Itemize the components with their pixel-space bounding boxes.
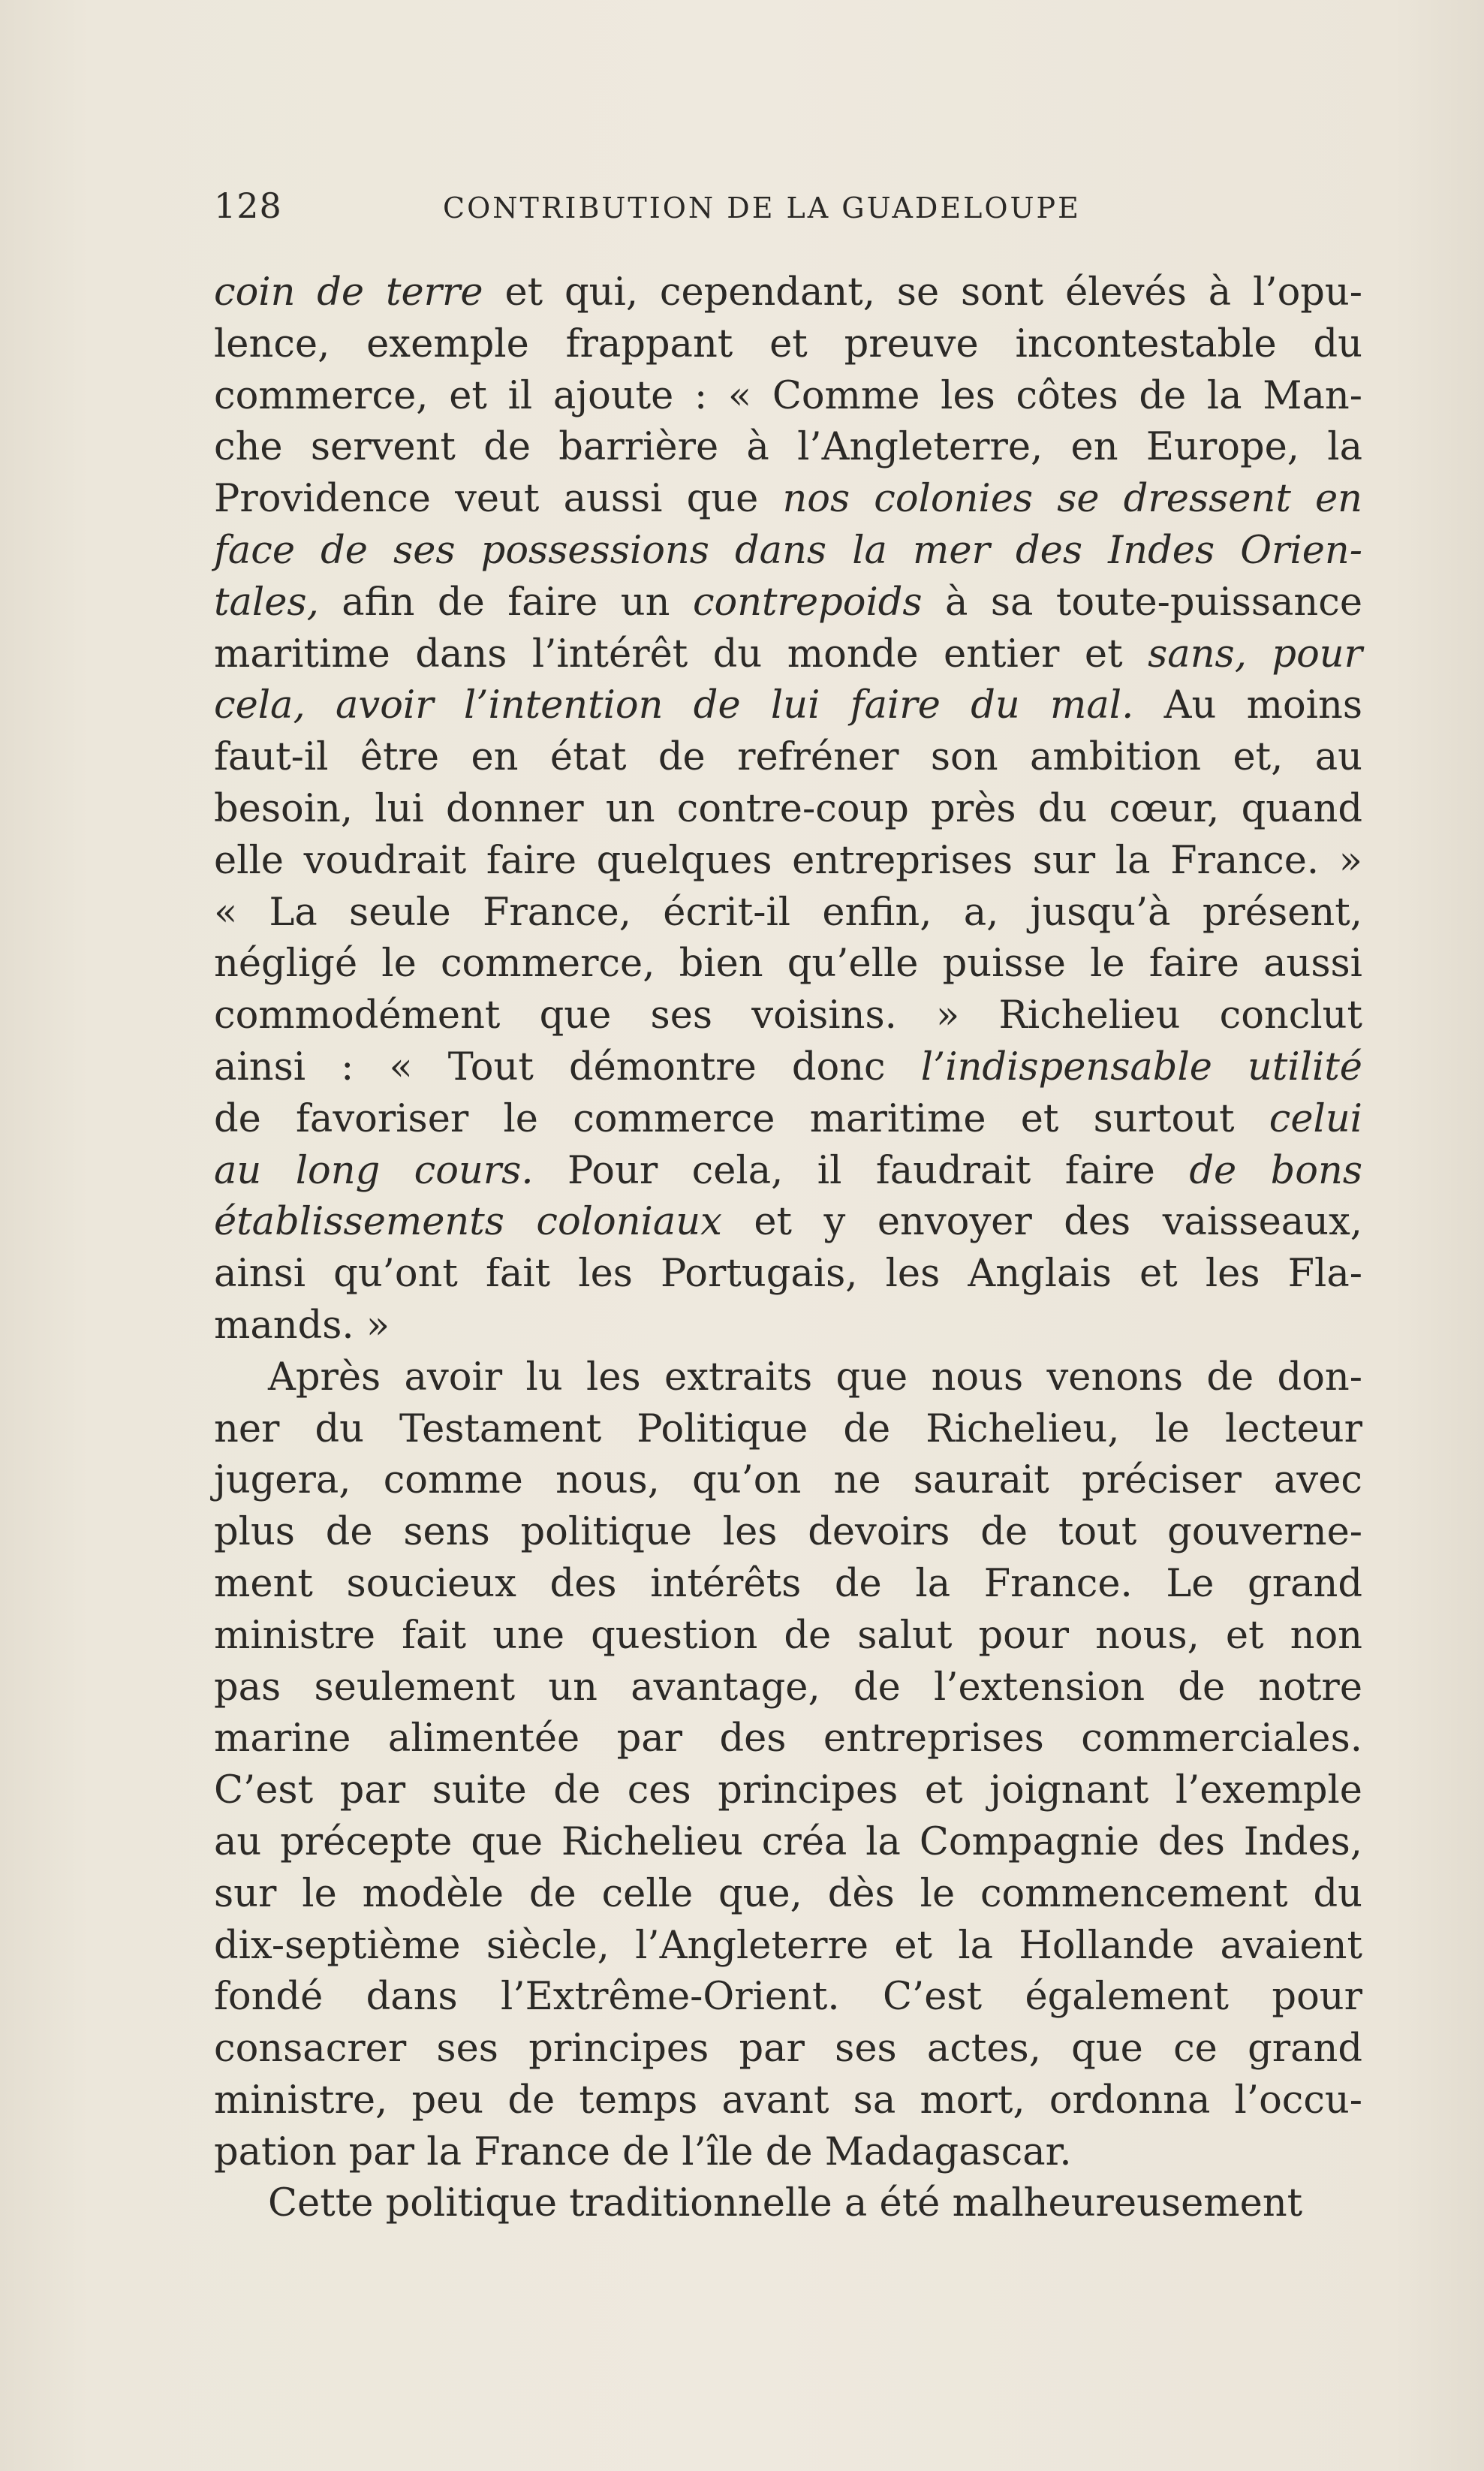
text-run: « La seule France, écrit-il enfin, a, jusqu’à présent, [214,890,1362,935]
text-line [214,1611,1362,1662]
running-title: CONTRIBUTION DE LA GUADELOUPE [443,191,1081,224]
text-line [214,1972,1362,2024]
text-run: au précepte que Richelieu créa la Compagnie des Indes, [214,1819,1362,1864]
text-line [214,1042,1362,1094]
text-line [214,1094,1362,1146]
text-line [214,422,1362,474]
text-run: consacrer ses principes par ses actes, que ce grand [214,2027,1362,2072]
text-line [214,1817,1362,1869]
text-run: Providence veut aussi que [214,477,783,522]
text-run: jugera, comme nous, qu’on ne saurait préciser avec [214,1458,1362,1503]
text-run: Au moins [1133,683,1362,728]
text-run: pas seulement un avantage, de l’extension de notre [214,1665,1362,1710]
text-run: de favoriser le commerce maritime et surtout [214,1096,1269,1141]
text-run: ner du Testament Politique de Richelieu, le lecteur [214,1406,1362,1451]
text-line [214,1197,1362,1249]
text-line [214,1662,1362,1714]
text-run: C’est par suite de ces principes et joignant l’exemple [214,1768,1362,1813]
text-run: plus de sens politique les devoirs de tout gouverne- [214,1510,1362,1555]
text-run: maritime dans l’intérêt du monde entier et [214,631,1148,677]
text-line [214,1559,1362,1611]
text-line [214,1300,1362,1352]
italic-text-run: cela, avoir l’intention de lui faire du mal. [214,683,1134,728]
text-run: besoin, lui donner un contre-coup près du cœur, quand [214,786,1362,831]
text-line [214,1455,1362,1507]
text-run: pation par la France de l’île de Madagascar. [214,2129,1072,2174]
italic-text-run: coin de terre [214,270,483,315]
text-run: fondé dans l’Extrême-Orient. C’est également pour [214,1975,1362,2020]
text-line [214,887,1362,939]
text-line [214,371,1362,423]
italic-text-run: l’indispensable utilité [920,1044,1362,1089]
page-number: 128 [214,185,282,226]
text-run: à sa toute-puissance [922,580,1362,625]
text-line [214,319,1362,371]
text-line [214,1404,1362,1456]
text-line [214,267,1362,319]
italic-text-run: de bons [1189,1148,1362,1193]
text-run: marine alimentée par des entreprises commerciales. [214,1716,1362,1761]
text-run: Cette politique traditionnelle a été malheureusement [268,2181,1303,2226]
text-line [214,629,1362,681]
text-line [214,1713,1362,1765]
text-run: et y envoyer des vaisseaux, [721,1200,1362,1245]
text-run: afin de faire un [318,580,693,625]
body-text [214,267,1362,2230]
text-line [214,2127,1362,2179]
text-line [214,1249,1362,1300]
text-line [214,1869,1362,1921]
text-run: lence, exemple frappant et preuve incontestable du [214,321,1362,366]
text-run: commodément que ses voisins. » Richelieu conclut [214,993,1362,1038]
text-line [214,1765,1362,1817]
text-line [214,474,1362,526]
text-line [214,1507,1362,1559]
text-run: mands. » [214,1303,390,1348]
text-run: ministre, peu de temps avant sa mort, ordonna l’occu- [214,2078,1362,2123]
text-run: Après avoir lu les extraits que nous venons de don- [268,1355,1362,1400]
text-line [214,939,1362,990]
italic-text-run: au long cours. [214,1148,534,1193]
text-run: che servent de barrière à l’Angleterre, en Europe, la [214,425,1362,470]
italic-text-run: celui [1269,1096,1362,1141]
text-line [214,2075,1362,2127]
text-run: négligé le commerce, bien qu’elle puisse le faire aussi [214,942,1362,987]
text-line [214,1921,1362,1972]
text-line [214,732,1362,784]
text-line [214,577,1362,629]
running-head [214,185,1362,231]
text-line [214,784,1362,836]
text-run: dix-septième siècle, l’Angleterre et la Hollande avaient [214,1923,1362,1968]
text-run: ainsi : « Tout démontre donc [214,1044,921,1089]
text-line [214,1352,1362,1404]
text-line [214,526,1362,577]
text-run: ment soucieux des intérêts de la France. Le grand [214,1561,1362,1606]
text-run: faut-il être en état de refréner son ambition et, au [214,735,1362,780]
text-line [214,2178,1362,2230]
italic-text-run: contrepoids [692,580,923,625]
text-run: ainsi qu’ont fait les Portugais, les Anglais et les Fla- [214,1252,1362,1297]
text-run: Pour cela, il faudrait faire [533,1148,1190,1193]
text-run: sur le modèle de celle que, dès le commencement du [214,1871,1362,1916]
italic-text-run: sans, pour [1148,631,1362,677]
text-run: et qui, cependant, se sont élevés à l’opu- [483,270,1363,315]
italic-text-run: face de ses possessions dans la mer des Indes Orien- [214,528,1362,573]
italic-text-run: établissements coloniaux [214,1200,722,1245]
text-line [214,836,1362,887]
text-run: commerce, et il ajoute : « Comme les côtes de la Man- [214,373,1362,418]
text-run: ministre fait une question de salut pour nous, et non [214,1613,1362,1658]
text-line [214,1146,1362,1198]
text-run: elle voudrait faire quelques entreprises sur la France. » [214,838,1362,883]
text-line [214,2024,1362,2075]
text-line [214,990,1362,1042]
italic-text-run: tales, [214,580,319,625]
italic-text-run: nos colonies se dressent en [782,477,1362,522]
text-line [214,680,1362,732]
